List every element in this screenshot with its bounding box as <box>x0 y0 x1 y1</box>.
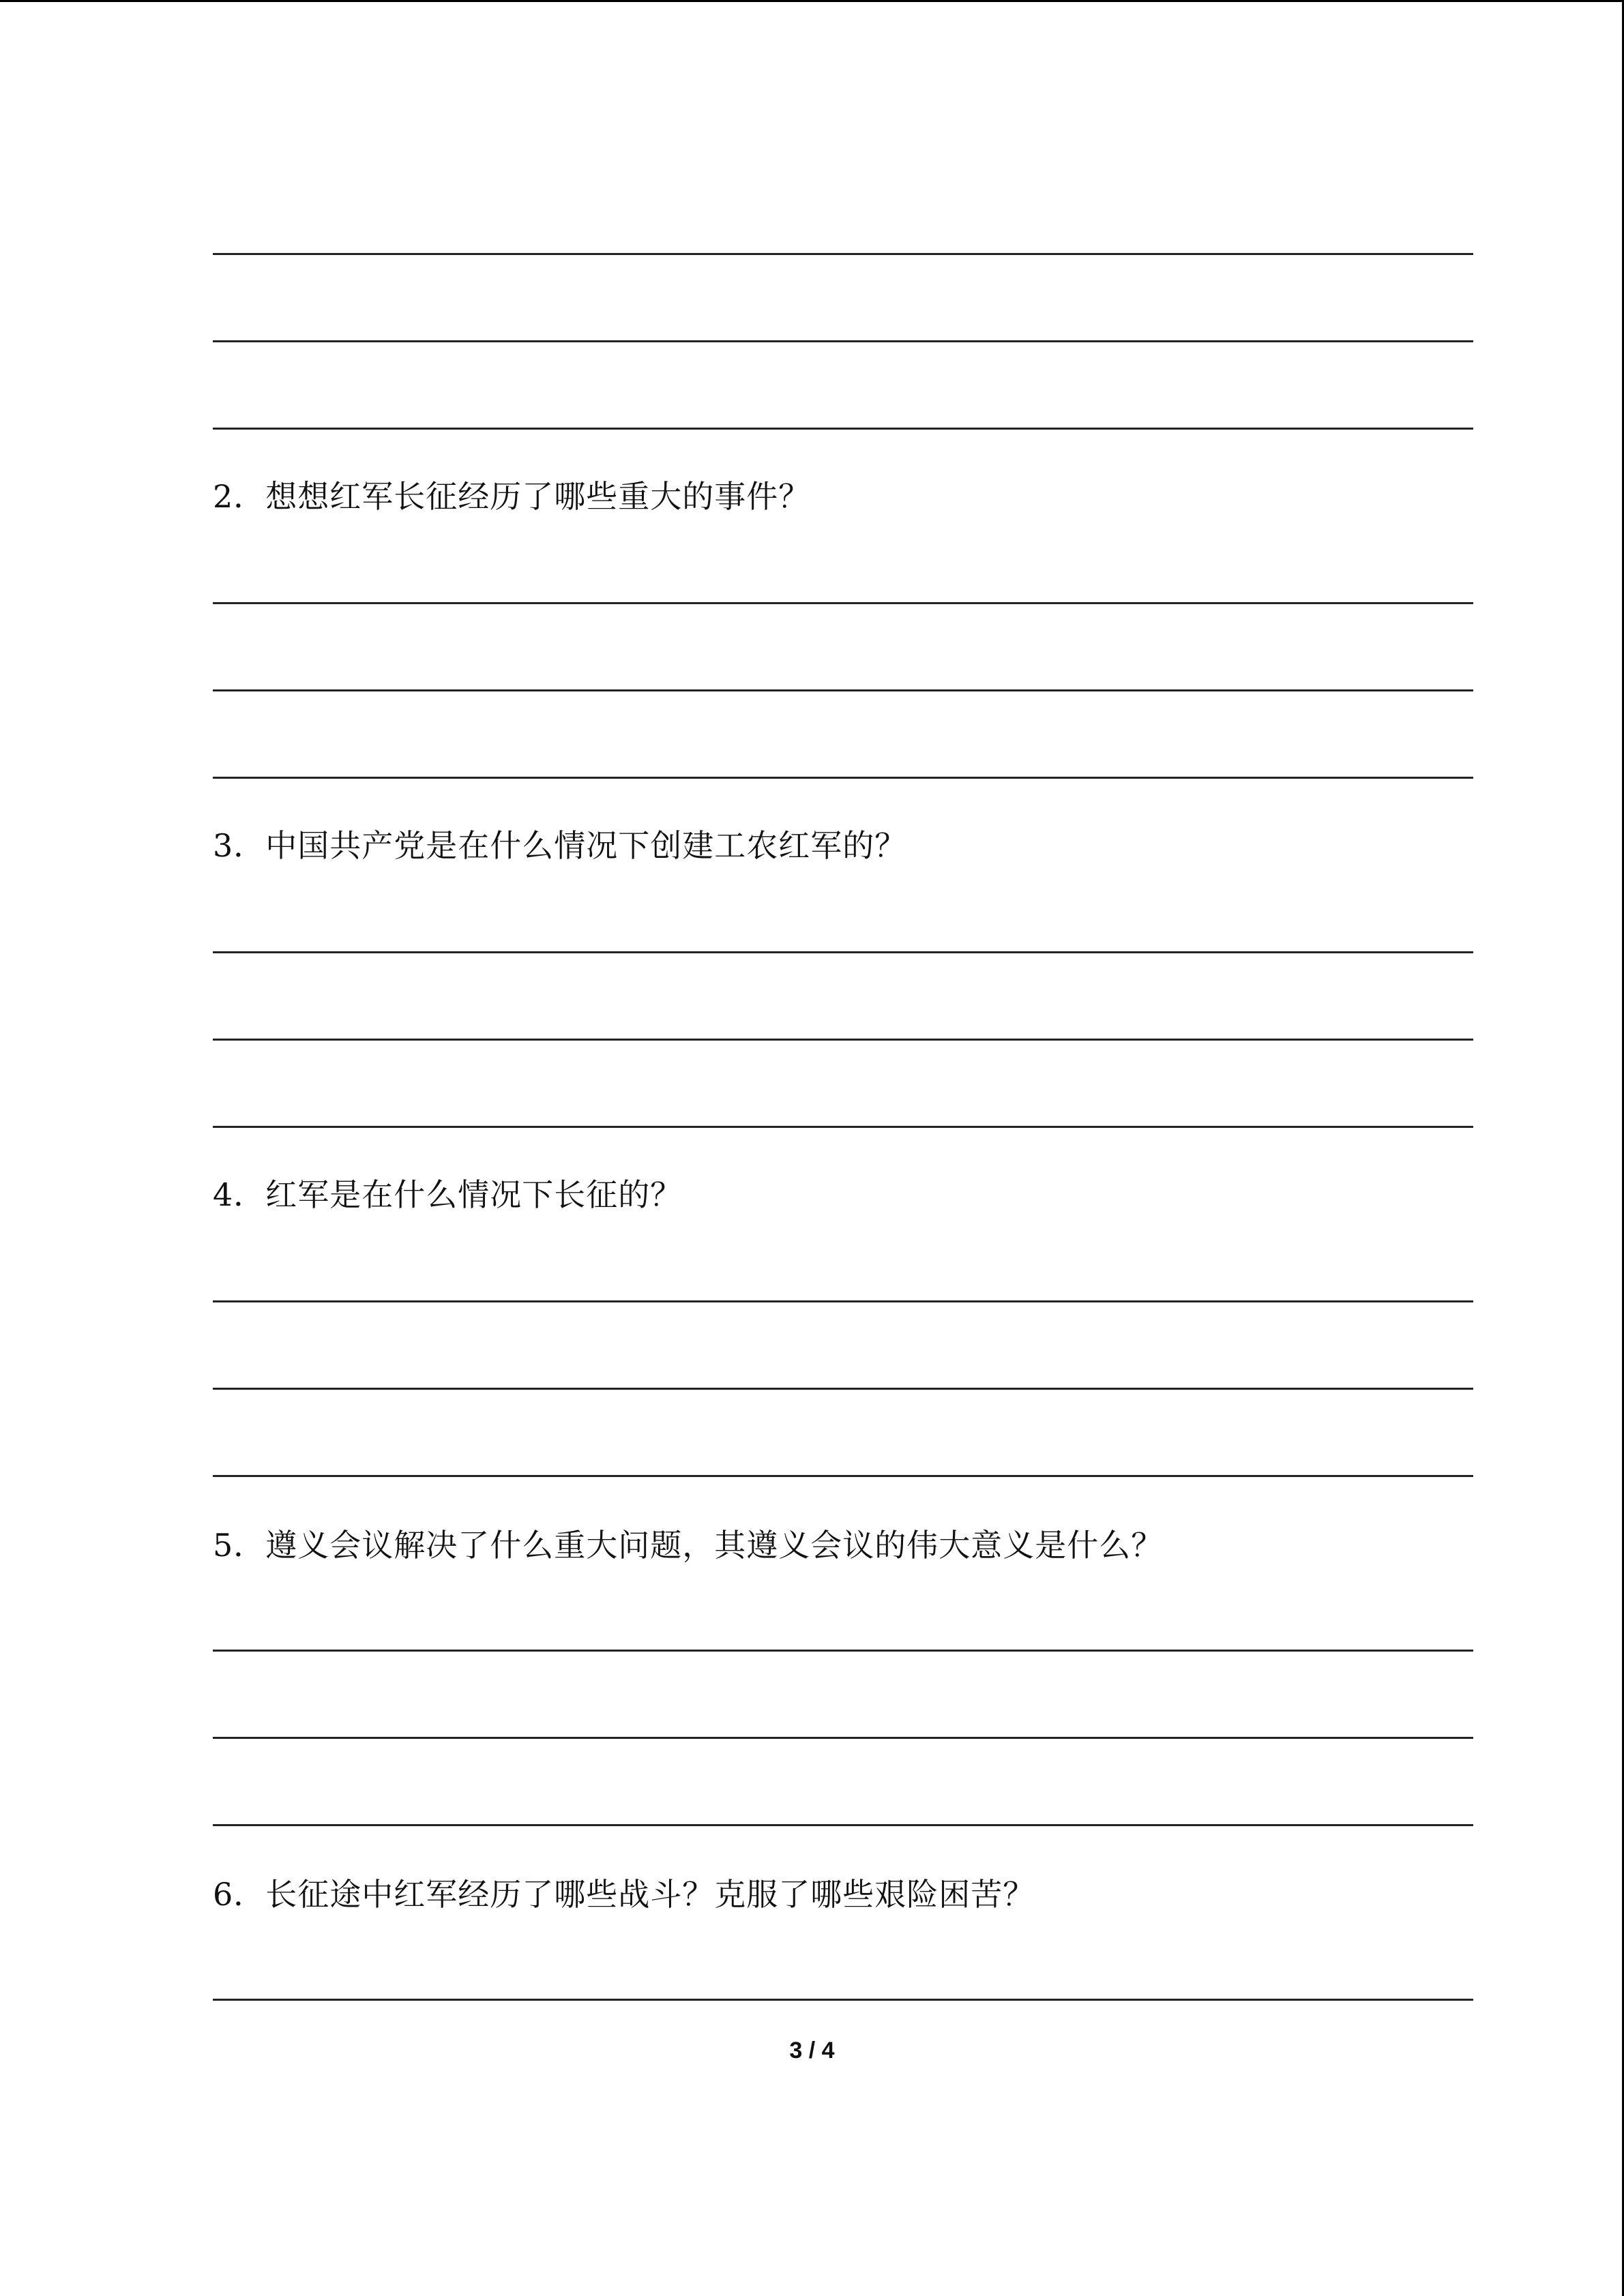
answer-line[interactable] <box>213 1650 1473 1652</box>
answer-line[interactable] <box>213 777 1473 779</box>
answer-line[interactable] <box>213 253 1473 255</box>
answer-line[interactable] <box>213 1300 1473 1302</box>
question-4: 4．红军是在什么情况下长征的？ <box>213 1176 683 1213</box>
question-5: 5．遵义会议解决了什么重大问题，其遵义会议的伟大意义是什么？ <box>213 1527 1164 1564</box>
answer-line[interactable] <box>213 1039 1473 1041</box>
answer-line[interactable] <box>213 602 1473 604</box>
answer-line[interactable] <box>213 340 1473 342</box>
page-number: 3 / 4 <box>789 2038 835 2063</box>
answer-line[interactable] <box>213 1737 1473 1739</box>
question-3: 3．中国共产党是在什么情况下创建工农红军的？ <box>213 827 907 864</box>
answer-line[interactable] <box>213 1126 1473 1128</box>
answer-line[interactable] <box>213 951 1473 953</box>
answer-line[interactable] <box>213 428 1473 430</box>
answer-line[interactable] <box>213 1824 1473 1826</box>
question-6: 6．长征途中红军经历了哪些战斗？克服了哪些艰险困苦？ <box>213 1876 1035 1913</box>
answer-line[interactable] <box>213 1999 1473 2001</box>
answer-line[interactable] <box>213 1475 1473 1477</box>
question-2: 2．想想红军长征经历了哪些重大的事件？ <box>213 478 811 515</box>
answer-line[interactable] <box>213 689 1473 691</box>
answer-line[interactable] <box>213 1388 1473 1390</box>
